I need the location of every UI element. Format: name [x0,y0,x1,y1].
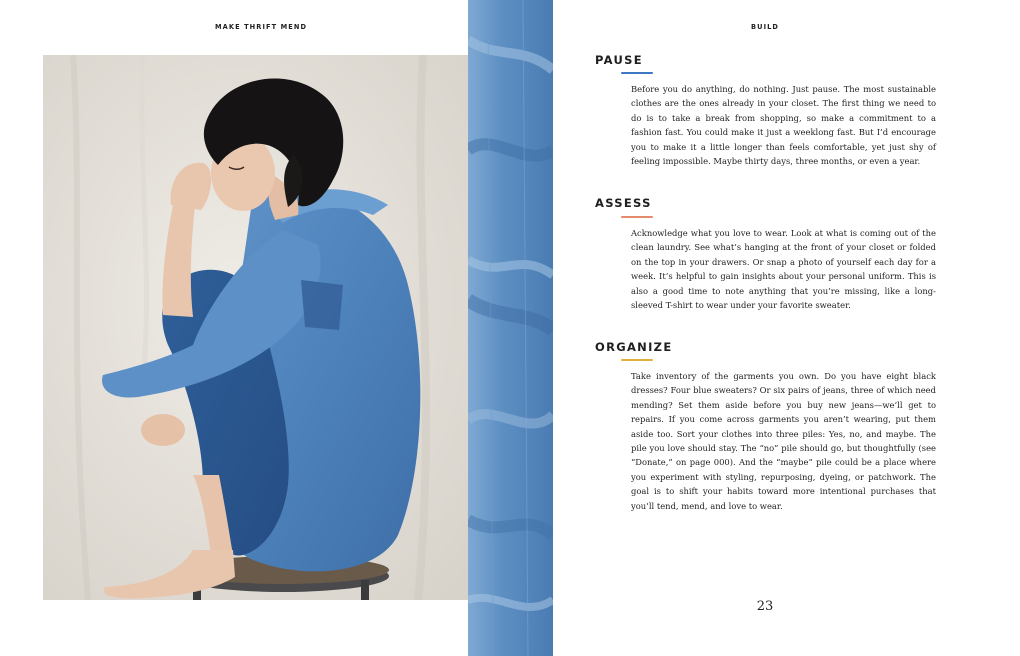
denim-fabric-strip [468,0,553,656]
paragraph-assess: Acknowledge what you love to wear. Look at what is coming out of the clean laundry. See what’s hanging at the front of your closet or folded on the top in your drawers. Or snap a photo of yourself each day for a week. It’s helpful to gain insights about your personal uniform. This is also a good time to note anything that you’re missing, like a long-sleeved T-shirt to wear under your favorite sweater. [631,228,936,311]
heading-underline-pause [621,72,653,74]
photo-woman-in-denim [43,55,468,600]
heading-pause: PAUSE [595,53,643,67]
page-number: 23 [756,599,774,614]
heading-assess: ASSESS [595,196,652,210]
denim-texture [468,0,553,656]
photo-illustration [43,55,468,600]
heading-organize: ORGANIZE [595,340,673,354]
heading-underline-assess [621,216,653,218]
paragraph-organize: Take inventory of the garments you own. Do you have eight black dresses? Four blue sweaters? Or six pairs of jeans, three of which need mending? Set them aside before you buy new jeans—we’ll get to repairs. If you come across garments you aren’t wearing, put them aside too. Sort your clothes into three piles: Yes, no, and maybe. The pile you love should stay. The “no” pile should go, but thoughtfully (see “Donate,” on page 000). And the “maybe” pile could be a place where you experiment with styling, repurposing, dyeing, or patchwork. The goal is to shift your habits toward more intentional purchases that you’ll tend, mend, and love to wear. [631,371,936,511]
paragraph-pause: Before you do anything, do nothing. Just pause. The most sustainable clothes are the ones already in your closet. The first thing we need to do is to take a break from shopping, so make a commitment to a fashion fast. You could make it just a weeklong fast. But I’d encourage you to make it a little longer than feels comfortable, yet just shy of feeling impossible. Maybe thirty days, three months, or even a year. [631,84,936,167]
heading-underline-organize [621,359,653,361]
left-running-head: MAKE THRIFT MEND [215,23,308,31]
right-running-head: BUILD [750,23,779,31]
